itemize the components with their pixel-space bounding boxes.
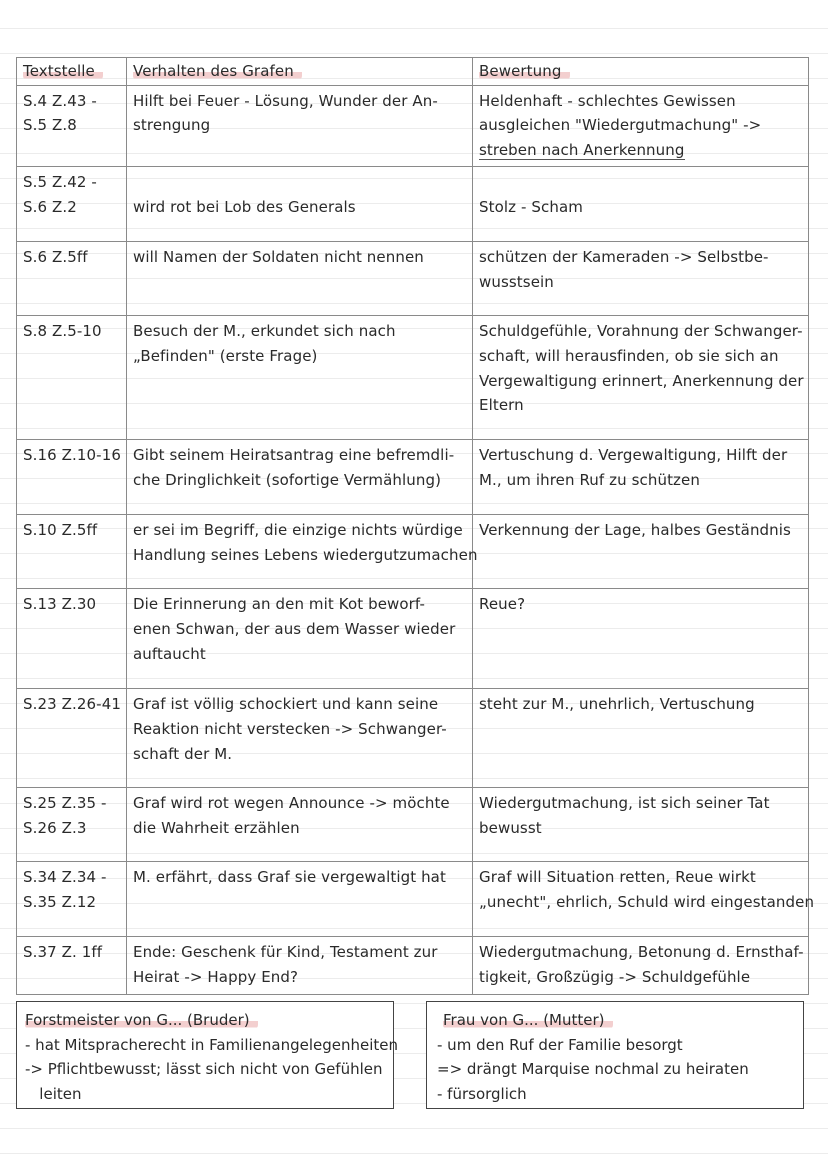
box-mutter (426, 1001, 804, 1109)
cell-behavior: Die Erinnerung an den mit Kot beworf- enen Schwan, der aus dem Wasser wieder auftaucht (127, 589, 473, 689)
table-row (17, 316, 809, 440)
cell-behavior: Ende: Geschenk für Kind, Testament zur Heirat -> Happy End? (127, 937, 473, 994)
cell-behavior: will Namen der Soldaten nicht nennen (127, 242, 473, 316)
cell-rating: Stolz - Scham (473, 167, 809, 242)
cell-behavior: Graf wird rot wegen Announce -> möchte die Wahrheit erzählen (127, 788, 473, 862)
cell-rating: Graf will Situation retten, Reue wirkt „unecht", ehrlich, Schuld wird eingestanden (473, 862, 809, 937)
table-row (17, 515, 809, 589)
box-line: -> Pflichtbewusst; lässt sich nicht von Gefühlen (25, 1060, 383, 1079)
cell-rating: Verkennung der Lage, halbes Geständnis (473, 515, 809, 589)
cell-ref: S.6 Z.5ff (17, 242, 127, 316)
cell-behavior: M. erfährt, dass Graf sie vergewaltigt hat (127, 862, 473, 937)
table-row (17, 167, 809, 242)
cell-rating: steht zur M., unehrlich, Vertuschung (473, 689, 809, 788)
cell-ref: S.16 Z.10-16 (17, 440, 127, 515)
box-title-mutter: Frau von G... (Mutter) (443, 1011, 613, 1029)
cell-behavior: Besuch der M., erkundet sich nach „Befinden" (erste Frage) (127, 316, 473, 440)
box-title-forstmeister: Forstmeister von G... (Bruder) (25, 1011, 258, 1029)
box-line: - um den Ruf der Familie besorgt (437, 1035, 683, 1054)
cell-ref: S.8 Z.5-10 (17, 316, 127, 440)
table-row (17, 440, 809, 515)
cell-behavior: Graf ist völlig schockiert und kann seine Reaktion nicht verstecken -> Schwanger- schaft der M. (127, 689, 473, 788)
cell-ref: S.5 Z.42 - S.6 Z.2 (17, 167, 127, 242)
box-line: - hat Mitspracherecht in Familienangelegenheiten (25, 1035, 399, 1054)
header-textstelle: Textstelle (17, 58, 127, 86)
analysis-table (16, 57, 815, 995)
cell-behavior: Hilft bei Feuer - Lösung, Wunder der An- strengung (127, 85, 473, 167)
header-bewertung: Bewertung (473, 58, 809, 86)
cell-rating: Reue? (473, 589, 809, 689)
cell-rating: Vertuschung d. Vergewaltigung, Hilft der M., um ihren Ruf zu schützen (473, 440, 809, 515)
table-row (17, 689, 809, 788)
cell-rating: schützen der Kameraden -> Selbstbe- wusstsein (473, 242, 809, 316)
table-header-row (17, 58, 809, 86)
cell-behavior: wird rot bei Lob des Generals (127, 167, 473, 242)
character-boxes (16, 1001, 808, 1111)
cell-rating: Schuldgefühle, Vorahnung der Schwanger- schaft, will herausfinden, ob sie sich an Vergewaltigung erinnert, Anerkennung der Eltern (473, 316, 809, 440)
cell-behavior: Gibt seinem Heiratsantrag eine befremdli- che Dringlichkeit (sofortige Vermählung) (127, 440, 473, 515)
table-row (17, 788, 809, 862)
box-line: - fürsorglich (437, 1084, 527, 1103)
table-row (17, 242, 809, 316)
cell-ref: S.10 Z.5ff (17, 515, 127, 589)
table-row (17, 862, 809, 937)
table-row (17, 937, 809, 994)
box-forstmeister (16, 1001, 399, 1109)
cell-ref: S.25 Z.35 - S.26 Z.3 (17, 788, 127, 862)
cell-ref: S.23 Z.26-41 (17, 689, 127, 788)
cell-rating: Wiedergutmachung, Betonung d. Ernsthaf- tigkeit, Großzügig -> Schuldgefühle (473, 937, 809, 994)
table-row (17, 589, 809, 689)
header-verhalten: Verhalten des Grafen (127, 58, 473, 86)
cell-ref: S.13 Z.30 (17, 589, 127, 689)
box-line: => drängt Marquise nochmal zu heiraten (437, 1060, 749, 1079)
cell-ref: S.4 Z.43 - S.5 Z.8 (17, 85, 127, 167)
table-row (17, 85, 809, 167)
notes-sheet (16, 57, 815, 995)
cell-ref: S.37 Z. 1ff (17, 937, 127, 994)
cell-rating: Heldenhaft - schlechtes Gewissen ausgleichen "Wiedergutmachung" -> streben nach Anerkennung (473, 85, 809, 167)
cell-rating: Wiedergutmachung, ist sich seiner Tat bewusst (473, 788, 809, 862)
cell-behavior: er sei im Begriff, die einzige nichts würdige Handlung seines Lebens wiedergutzumachen (127, 515, 473, 589)
box-line: leiten (25, 1084, 82, 1103)
cell-ref: S.34 Z.34 - S.35 Z.12 (17, 862, 127, 937)
